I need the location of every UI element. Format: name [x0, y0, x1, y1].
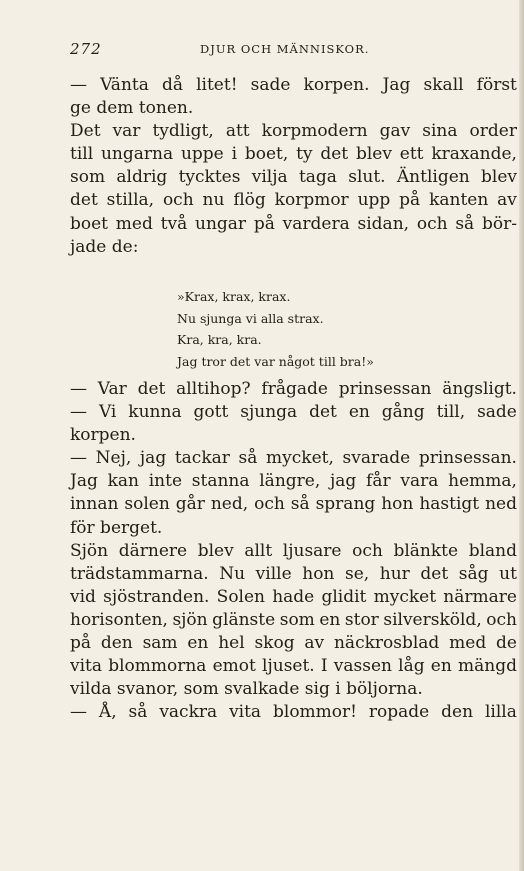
text-line: — Nej, jag tackar så mycket, svarade prinsessan.	[70, 448, 517, 469]
text-line: — Var det alltihop? frågade prinsessan ängsligt.	[70, 379, 517, 399]
verse-line: »Krax, krax, krax.	[177, 289, 291, 304]
text-line: för berget.	[70, 517, 163, 538]
text-line: Jag kan inte stanna längre, jag får vara hemma,	[70, 471, 517, 492]
verse-block	[177, 286, 374, 373]
text-line: horisonten, sjön glänste som en stor silversköld, och	[70, 609, 517, 630]
paragraph-1	[70, 74, 517, 259]
page-header	[70, 40, 488, 62]
verse-line: Jag tror det var något till bra!»	[177, 354, 374, 370]
text-line: Sjön därnere blev allt ljusare och blänkte bland	[70, 540, 517, 561]
text-line: på den sam en hel skog av näckrosblad med de	[70, 633, 517, 654]
text-line: som aldrig tycktes vilja taga slut. Äntligen blev	[70, 167, 517, 188]
running-head: DJUR OCH MÄNNISKOR.	[200, 42, 370, 56]
page-edge	[519, 0, 524, 871]
verse-line: Kra, kra, kra.	[177, 332, 262, 348]
text-line: det stilla, och nu flög korpmor upp på kanten av	[70, 190, 517, 211]
text-line: innan solen går ned, och så sprang hon hastigt ned	[70, 494, 517, 515]
text-line: — Å, så vackra vita blommor! ropade den lilla	[70, 702, 517, 723]
paragraph-2	[70, 378, 517, 724]
text-line: vita blommorna emot ljuset. I vassen låg en mängd	[70, 656, 517, 677]
page-number: 272	[70, 40, 102, 58]
text-line: Det var tydligt, att korpmodern gav sina order	[70, 121, 517, 142]
text-line: — Vänta då litet! sade korpen. Jag skall först	[70, 75, 517, 95]
text-line: korpen.	[70, 425, 136, 446]
text-line: — Vi kunna gott sjunga det en gång till, sade	[70, 402, 517, 423]
text-line: boet med två ungar på vardera sidan, och så bör-	[70, 213, 517, 234]
verse-line: Nu sjunga vi alla strax.	[177, 310, 324, 326]
text-line: till ungarna uppe i boet, ty det blev ett kraxande,	[70, 144, 517, 165]
text-line: vid sjöstranden. Solen hade glidit mycket närmare	[70, 586, 517, 607]
text-line: ge dem tonen.	[70, 98, 194, 119]
text-line: trädstammarna. Nu ville hon se, hur det såg ut	[70, 563, 517, 584]
text-line: jade de:	[70, 236, 139, 257]
text-line: vilda svanor, som svalkade sig i böljorna.	[70, 679, 423, 700]
